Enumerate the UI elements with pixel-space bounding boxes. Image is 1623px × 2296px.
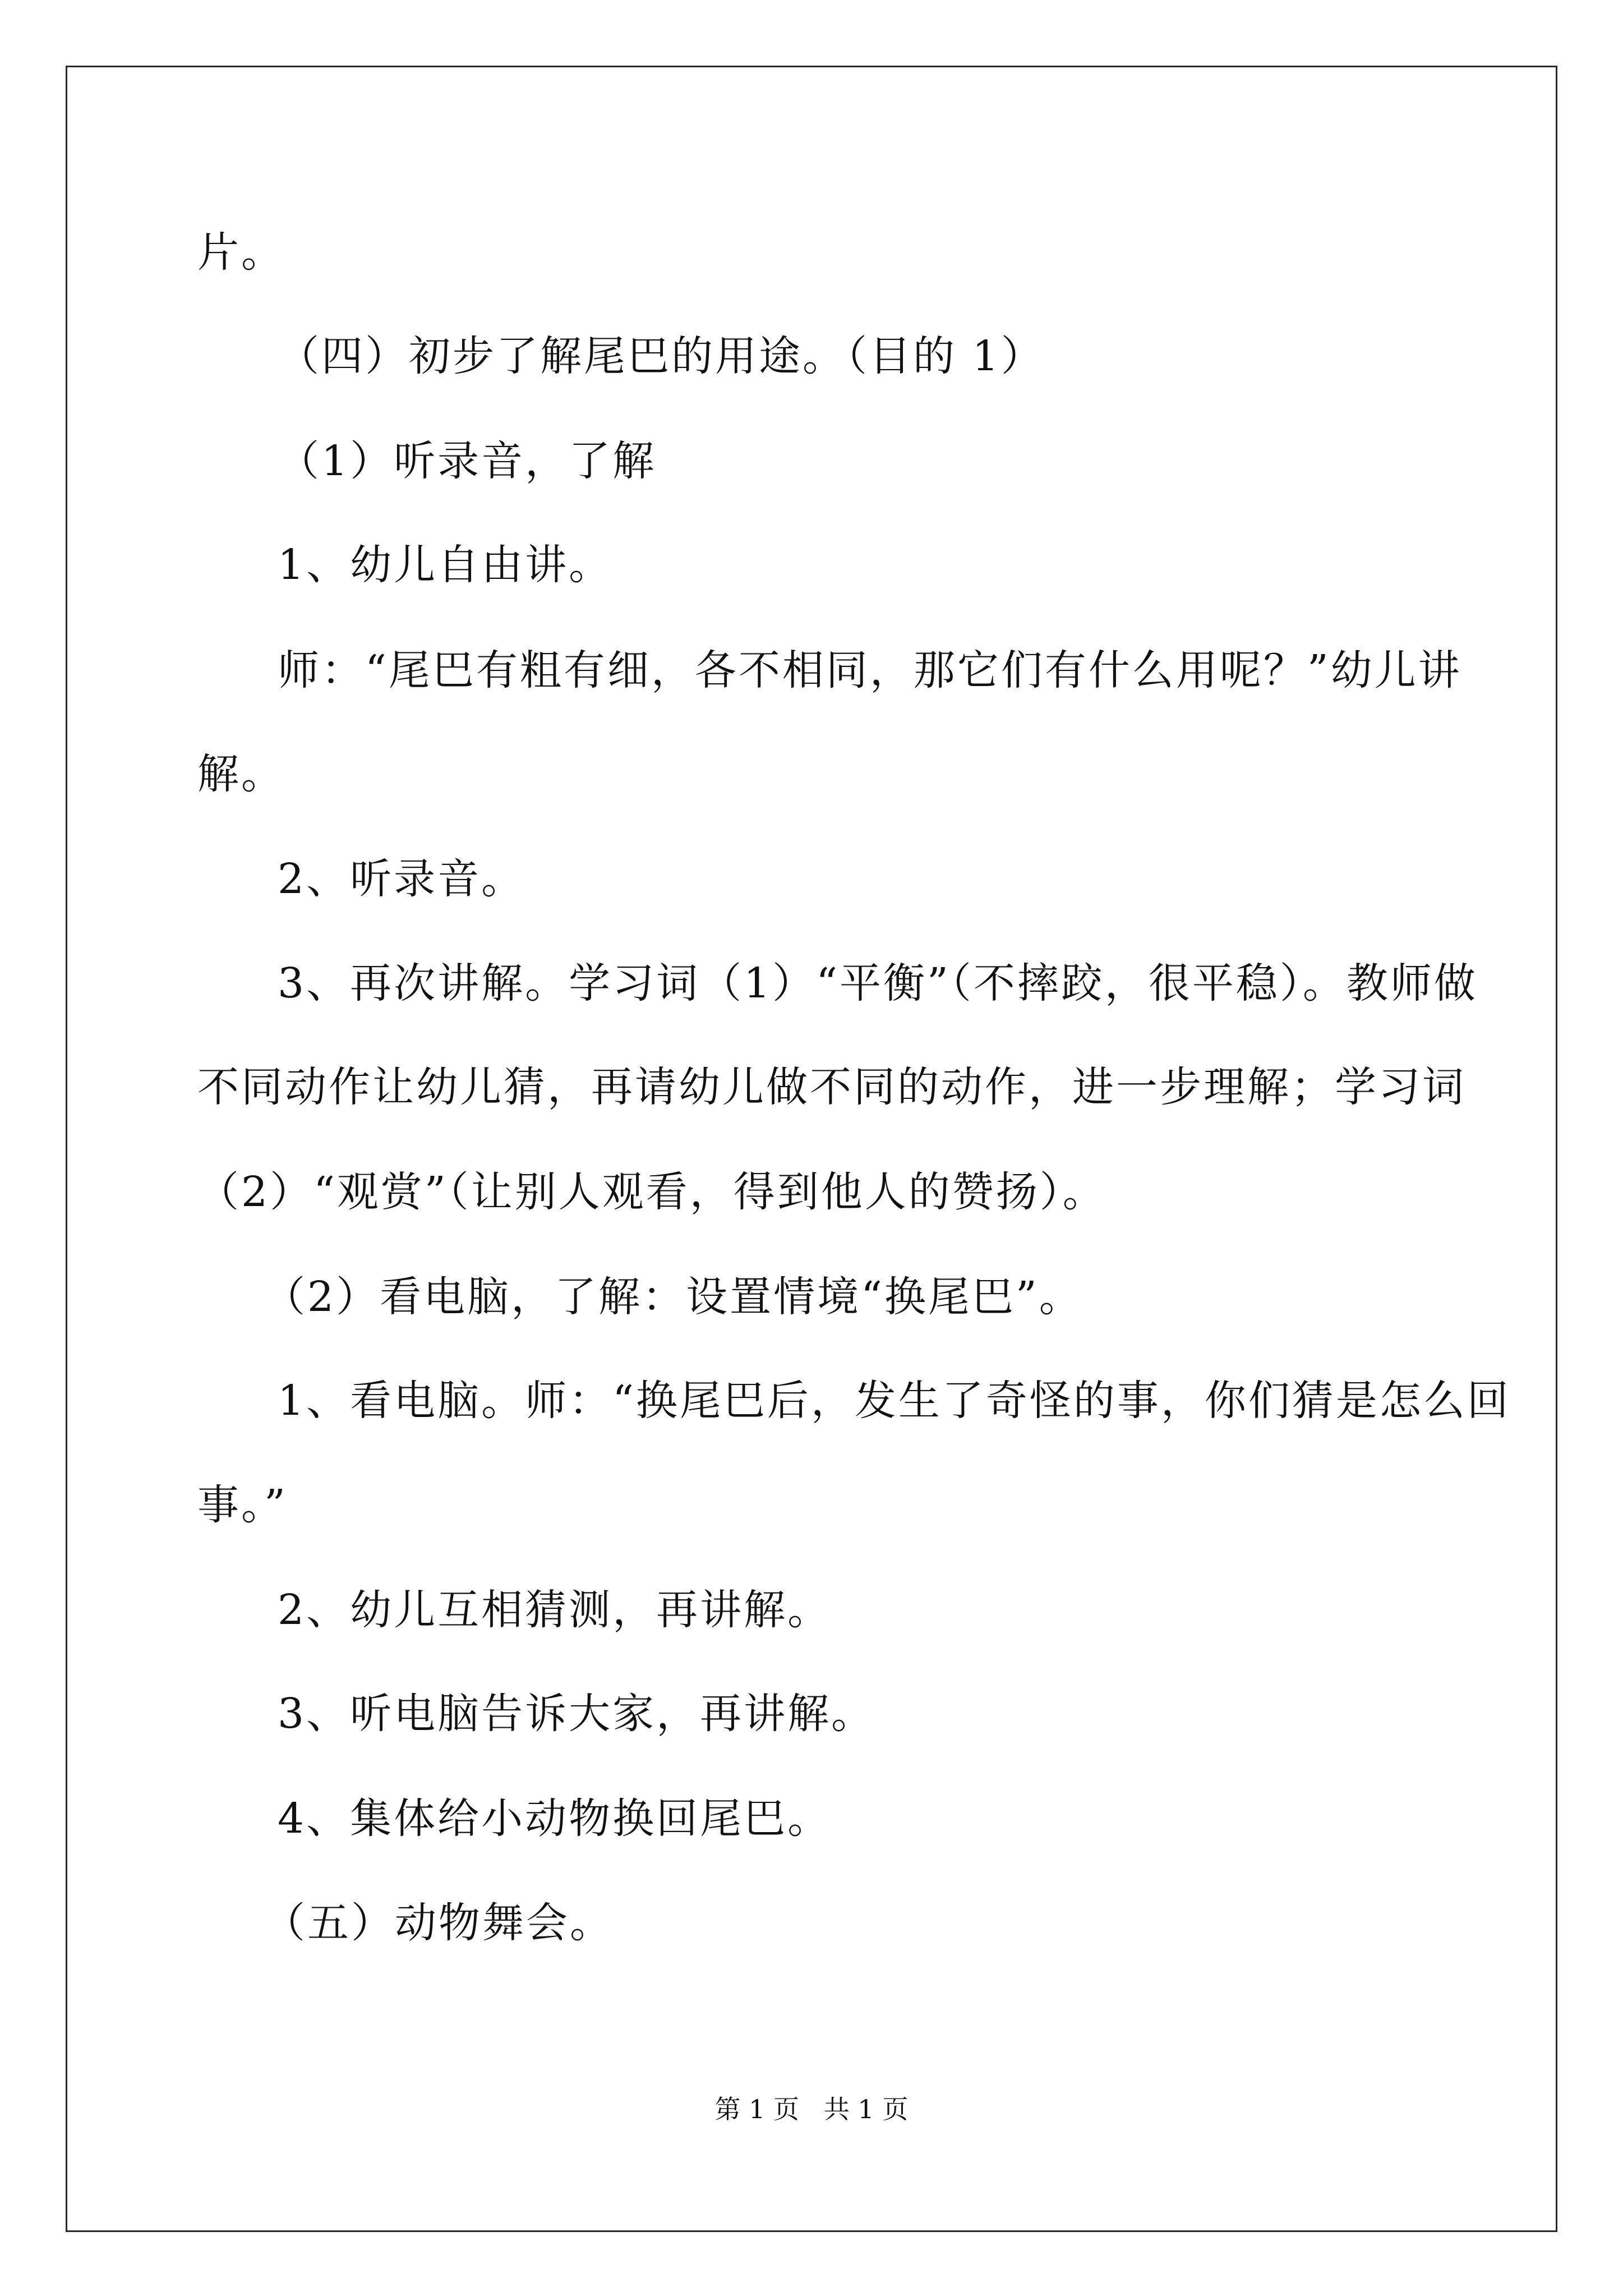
paragraph-line: （2）“观赏”（让别人观看，得到他人的赞扬）。 xyxy=(197,1168,1106,1216)
paragraph-line: 4、集体给小动物换回尾巴。 xyxy=(278,1795,832,1843)
subsection-heading: （2）看电脑，了解：设置情境“换尾巴”。 xyxy=(264,1273,1083,1321)
paragraph-line: 2、听录音。 xyxy=(278,855,525,903)
paragraph-line: 2、幼儿互相猜测，再讲解。 xyxy=(278,1586,832,1634)
paragraph-line: 1、幼儿自由讲。 xyxy=(278,541,613,589)
paragraph-line: 不同动作让幼儿猜，再请幼儿做不同的动作，进一步理解；学习词 xyxy=(197,1063,1466,1111)
section-heading: （五）动物舞会。 xyxy=(264,1899,614,1947)
paragraph-line: 1、看电脑。师：“换尾巴后，发生了奇怪的事，你们猜是怎么回 xyxy=(278,1377,1511,1425)
paragraph-line: 3、再次讲解。学习词（1）“平衡”（不摔跤，很平稳）。教师做 xyxy=(278,959,1478,1007)
section-heading: （四）初步了解尾巴的用途。（目的 1） xyxy=(278,332,1045,380)
paragraph-line: 事。” xyxy=(197,1481,288,1529)
subsection-heading: （1）听录音，了解 xyxy=(278,437,657,485)
paragraph-line: 解。 xyxy=(197,750,285,798)
paragraph-line: 片。 xyxy=(197,228,285,277)
paragraph-line: 3、听电脑告诉大家，再讲解。 xyxy=(278,1690,875,1738)
paragraph-line: 师：“尾巴有粗有细，各不相同，那它们有什么用呢？”幼儿讲 xyxy=(278,646,1462,694)
page-footer: 第 1 页 共 1 页 xyxy=(714,2094,909,2124)
